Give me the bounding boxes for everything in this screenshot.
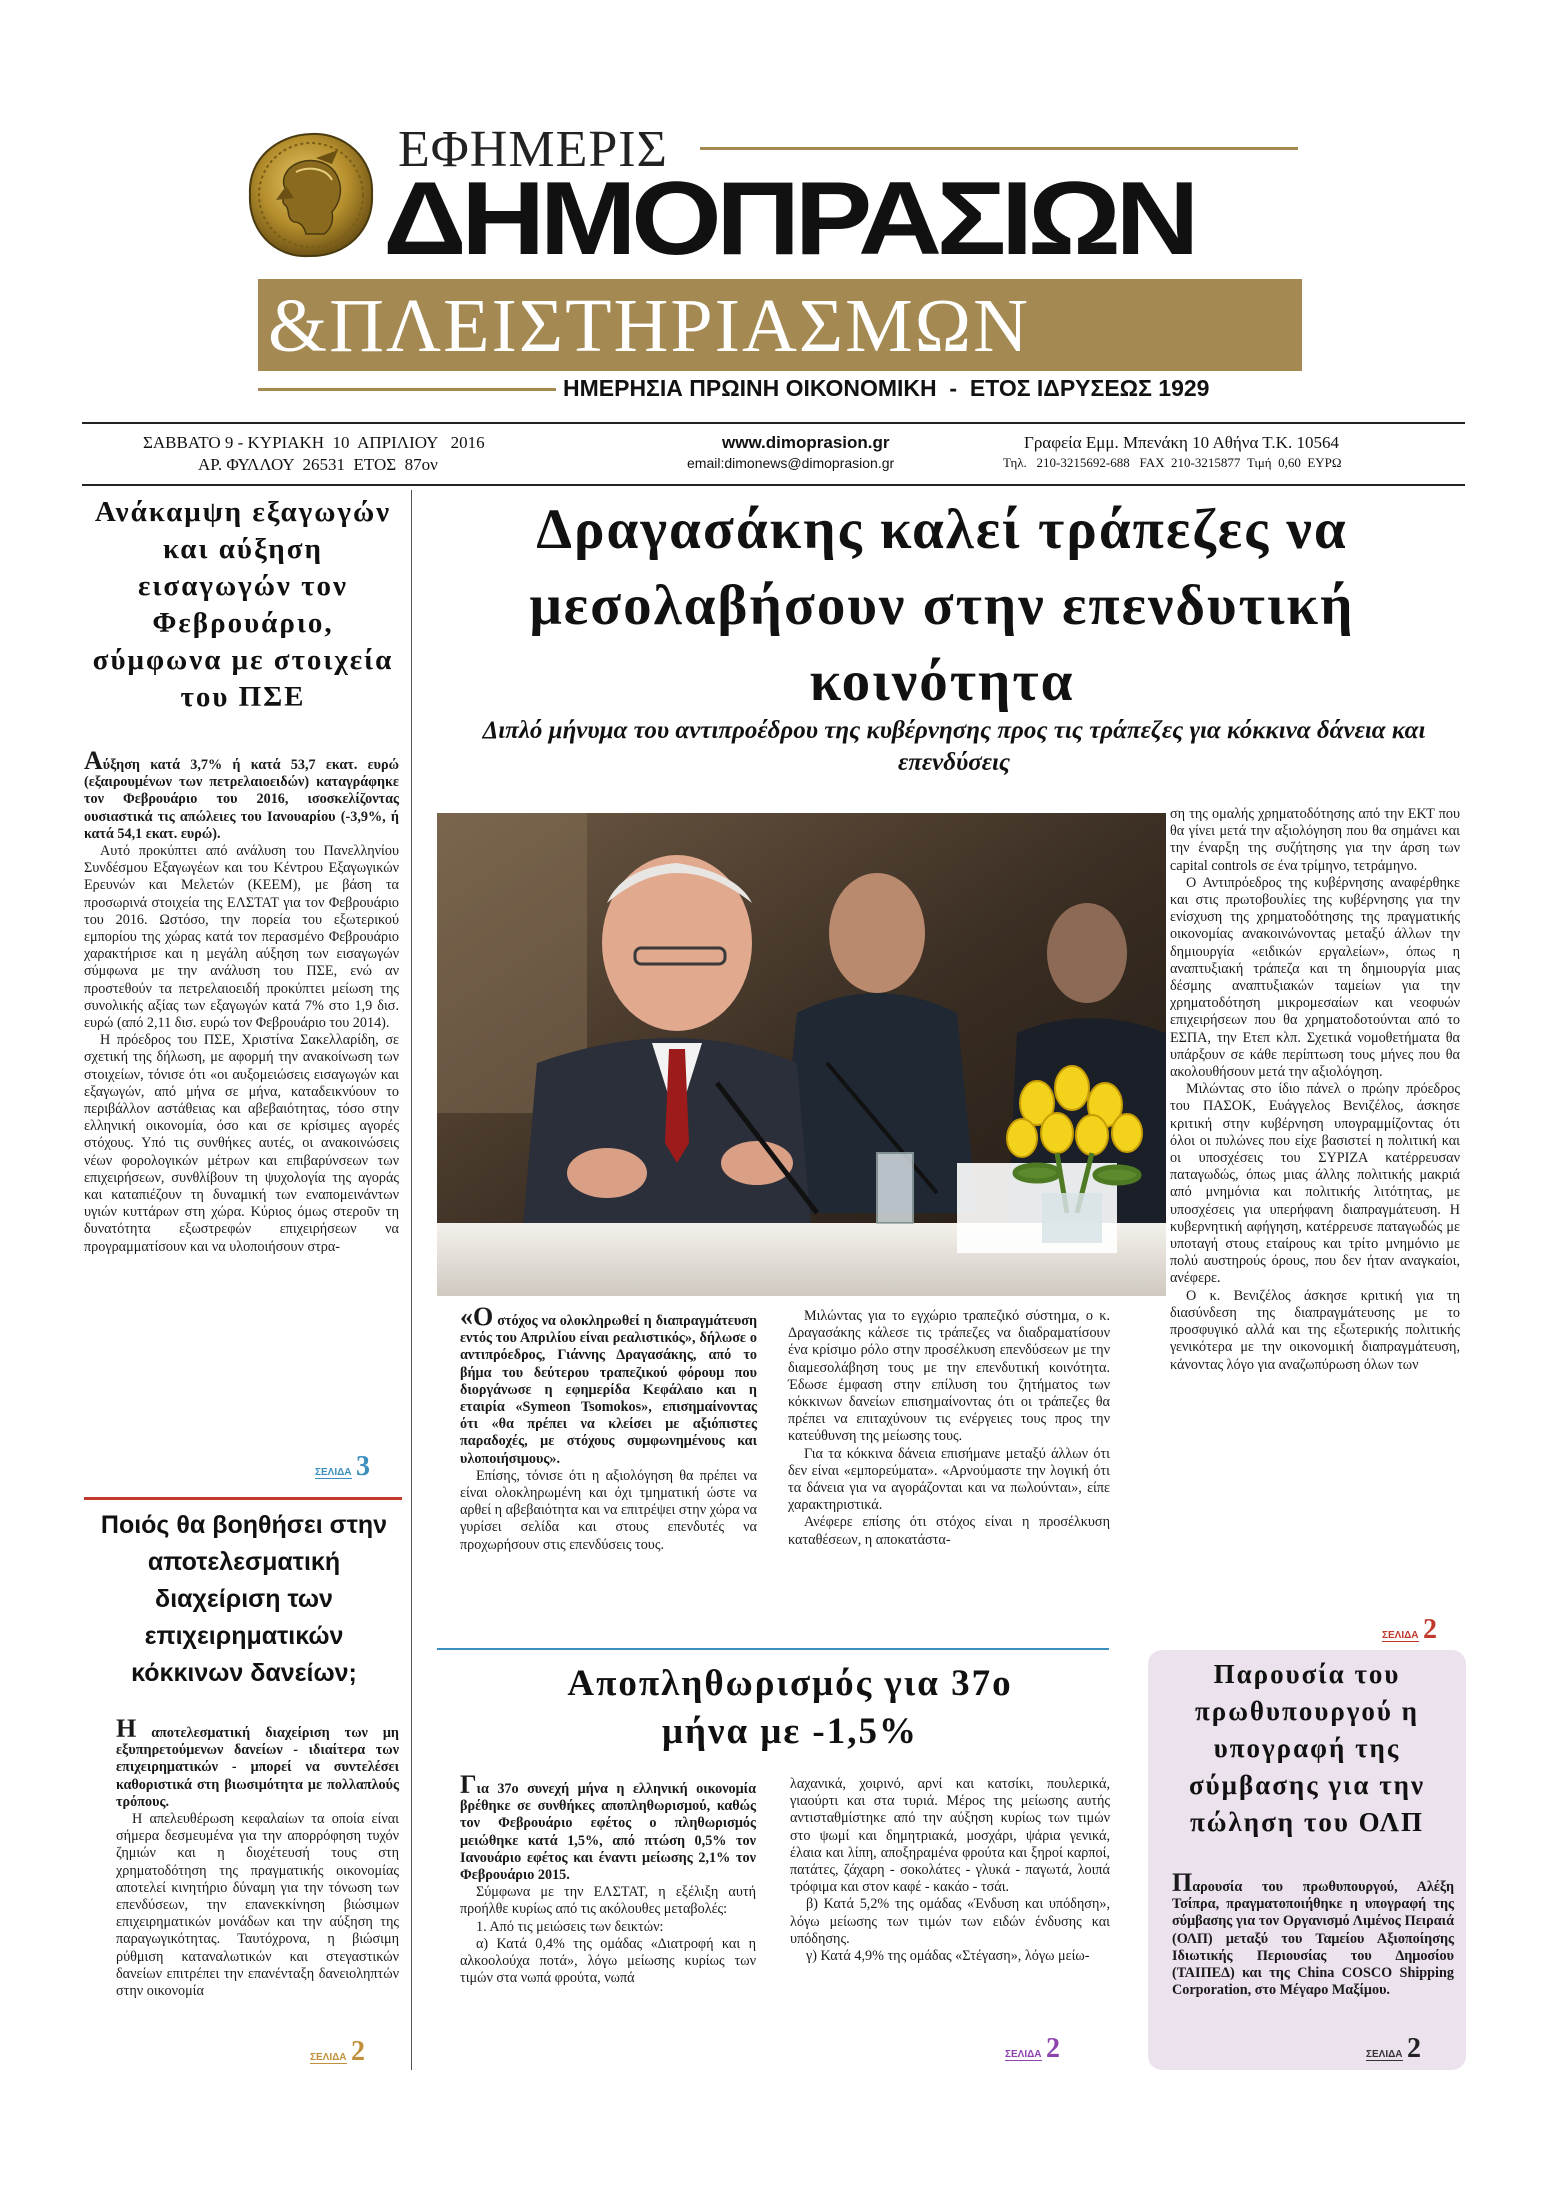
masthead-line1: ΕΦΗΜΕΡΙΣ — [398, 121, 668, 178]
issue-date: ΣΑΒΒΑΤΟ 9 - ΚΥΡΙΑΚΗ 10 ΑΠΡΙΛΙΟΥ 2016 — [143, 433, 485, 452]
main-lead: «Ο στόχος να ολοκληρωθεί η διαπραγμάτευση εντός του Απριλίου είναι ρεαλιστικός», δήλωσε ο αντιπρόεδρος, Γιάννης Δραγασάκης, από το βήμα του δεύτερου τραπεζικού φόρουμ που διοργάνωσε η εφημερίδα Κεφάλαιο και η εταιρία «Symeon Tsomokos», επισημαίνοντας ότι «θα πρέπει να κλείσει με αξιόπιστες παραδοχές, με στόχους συμφωνημένους και υλοποιήσιμους». — [460, 1302, 757, 1467]
bad-loans-article-title: Ποιός θα βοηθήσει στην αποτελεσματική διαχείριση των επιχειρηματικών κόκκινων δανείων; — [100, 1511, 388, 1687]
deflation-paragraph-2: 1. Από τις μειώσεις των δεικτών: — [476, 1918, 664, 1935]
office-phones: Τηλ. 210-3215692-688 FAX 210-3215877 Τιμή 0,60 ΕΥΡΩ — [1003, 455, 1342, 470]
main-subhead: Διπλό μήνυμα του αντιπροέδρου της κυβέρνησης προς τις τράπεζες για κόκκινα δάνεια και επενδύσεις — [482, 717, 1426, 776]
website-link[interactable]: www.dimoprasion.gr — [722, 433, 890, 452]
deflation-col1 — [460, 1770, 756, 1987]
masthead-tagline: ΗΜΕΡΗΣΙΑ ΠΡΩΙΝΗ ΟΙΚΟΝΟΜΙΚΗ - ΕΤΟΣ ΙΔΡΥΣΕΩΣ 1929 — [563, 375, 1210, 401]
main-col1-paragraph-1: Επίσης, τόνισε ότι η αξιολόγηση θα πρέπει να είναι ολοκληρωμένη και όχι τμηματική ώστε να αρθεί η αβεβαιότητα και να επιτρέψει στην χώρα να γυρίσει σελίδα και στους επενδυτές να προχωρήσουν στις επενδύσεις τους. — [460, 1467, 757, 1553]
email-link[interactable]: email:dimonews@dimoprasion.gr — [687, 455, 895, 471]
page-ref-number: 2 — [1422, 1614, 1437, 1645]
coin-logo — [246, 130, 376, 260]
infobar-bottom-rule — [82, 484, 1465, 486]
issue-number: ΑΡ. ΦΥΛΛΟΥ 26531 ΕΤΟΣ 87ον — [198, 455, 438, 474]
olp-article-body — [1172, 1868, 1454, 1999]
masthead-rule — [700, 147, 1298, 150]
masthead-line3: &ΠΛΕΙΣΤΗΡΙΑΣΜΩΝ — [268, 284, 1031, 368]
left-column-divider — [411, 490, 412, 2070]
deflation-col2-paragraph-1: λαχανικά, χοιρινό, αρνί και κατσίκι, πουλερικά, γιαούρτι και στα τυριά. Μέρος της μείωσης αυτής αντισταθμίστηκε από την αύξηση κυρίως των τιμών στο ψωμί και δημητριακά, μοσχάρι, ψάρια γενικά, έλαια και λίπη, αποξηραμένα φρούτα και ξηροί καρποί, πατάτες, ζάχαρη - σοκολάτες - γλυκά - παγωτά, λοιπά τρόφιμα και στον καφέ - κακάο - τσάι. — [790, 1776, 1110, 1896]
infobar-top-rule — [82, 422, 1465, 424]
deflation-page-ref[interactable] — [1005, 2033, 1060, 2065]
deflation-col2 — [790, 1776, 1110, 1965]
olp-lead: Παρουσία του πρωθυπουργού, Αλέξη Τσίπρα, πραγματοποιήθηκε η υπογραφή της σύμβασης για τον Οργανισμό Λιμένος Πειραιά (ΟΛΠ) μεταξύ του Ταμείου Αξιοποίησης Ιδιωτικής Περιουσίας του Δημοσίου (ΤΑΙΠΕΔ) και της China COSCO Shipping Corporation, στο Μέγαρο Μαξίμου. — [1172, 1868, 1454, 1999]
main-col3-paragraph-2: Ο Αντιπρόεδρος της κυβέρνησης αναφέρθηκε και στις πρωτοβουλίες της κυβέρνησης για την ενίσχυση της χρηματοδότησης της πραγματικής οικονομίας ανακοινώνοντας μεταξύ άλλων την δημιουργία «ειδικών εργαλείων», όπως η αναπτυξιακή τράπεζα και τη δημιουργία μιας δέσμης αναπτυξιακών ταμείων για την χρηματοδότηση μικρομεσαίων και νεοφυών επιχειρήσεων που θα χρηματοδοτούνται από το ΕΣΠΑ, την Ετεπ κλπ. Σχετικά νομοθετήματα θα υπάρξουν σε κάθε περίπτωση τους μήνες που θα ακολουθήσουν μετά την αξιολόγηση. — [1170, 874, 1460, 1081]
exports-article-body — [84, 746, 399, 1256]
olp-article-title: Παρουσία του πρωθυπουργού η υπογραφή της σύμβασης για την πώληση του ΟΛΠ — [1188, 1659, 1426, 1837]
deflation-paragraph-3: α) Κατά 0,4% της ομάδας «Διατροφή και η αλκοολούχα ποτά», λόγω μείωσης κυρίως των τιμών στα νωπά φρούτα, νωπά — [460, 1935, 756, 1987]
page-ref-number: 2 — [350, 2036, 365, 2067]
main-col2-paragraph-2: Για τα κόκκινα δάνεια επισήμανε μεταξύ άλλων ότι δεν είναι «εμπορεύματα». «Αρνούμαστε την λογική ότι τα δάνεια για να αγοράζονται και να πωλούνται», είπε χαρακτηριστικά. — [788, 1445, 1110, 1514]
deflation-lead: Για 37ο συνεχή μήνα η ελληνική οικονομία βρέθηκε σε συνθήκες αποπληθωρισμού, καθώς τον Φεβρουάριο εφέτος ο πληθωρισμός μειώθηκε κατά 1,5%, από πτώση 0,5% τον Ιανουάριο εφέτος και έναντι μείωσης 2,1% τον Φεβρουάριο 2015. — [460, 1770, 756, 1884]
main-col3-paragraph-1: ση της ομαλής χρηματοδότησης από την ΕΚΤ που θα γίνει μετά την αξιολόγηση που θα σημάνει και την έναρξη της συζήτησης για την άρση των capital controls σε ένα τρίμηνο, τετράμηνο. — [1170, 806, 1460, 874]
deflation-article-title: Αποπληθωρισμός για 37ο μήνα με -1,5% — [567, 1663, 1013, 1752]
main-headline: Δραγασάκης καλεί τράπεζες να μεσολαβήσουν στην επενδυτική κοινότητα — [529, 498, 1355, 713]
main-col3-paragraph-3: Μιλώντας στο ίδιο πάνελ ο πρώην πρόεδρος του ΠΑΣΟΚ, Ευάγγελος Βενιζέλος, άσκησε κριτική στην κυβέρνηση υπογραμμίζοντας ότι όλοι οι πυλώνες που είχε βασιστεί η πολιτική και οι υποσχέσεις του ΣΥΡΙΖΑ κατέρρευσαν παταγωδώς, όπως μιας άλλης πολιτικής μακριά από μνημόνια και πολιτικής λιτότητας, με υποσχέσεις για υπερήφανη διαπραγμάτευση. Η κυβερνητική αφήγηση, κατέρρευσε παταγωδώς με υποταγή στους εταίρους και τρίτο μνημόνιο με πολύ αυστηρούς όρους, που δεν ήταν αναγκαίοι, ανέφερε. — [1170, 1081, 1460, 1287]
main-col2-paragraph-1: Μιλώντας για το εγχώριο τραπεζικό σύστημα, ο κ. Δραγασάκης κάλεσε τις τράπεζες να διαδραματίσουν ένα κρίσιμο ρόλο στην προσέλκυση επενδύσεων με την διαμεσολάβηση τους με την επενδυτική κοινότητα. Έδωσε έμφαση στην επίλυση του ζητήματος των κόκκινων δανείων επισημαίνοντας ότι οι τράπεζες θα πρέπει να επιταχύνουν τις ενέργειες τους προς την κατεύθυνση της μείωσης τους. — [788, 1308, 1110, 1445]
exports-page-ref[interactable] — [315, 1451, 370, 1483]
office-address: Γραφεία Εμμ. Μπενάκη 10 Αθήνα Τ.Κ. 10564 — [1024, 433, 1339, 452]
page-ref-number: 2 — [1406, 2033, 1421, 2064]
exports-paragraph-2: Η πρόεδρος του ΠΣΕ, Χριστίνα Σακελλαρίδη, σε σχετική της δήλωση, με αφορμή την ανακοίνωση των στοιχείων, τόνισε ότι «οι αυξομειώσεις εισαγωγών και εξαγωγών, από μήνα σε μήνα, καταδεικνύουν το περιβάλλον αστάθειας και αβεβαιότητας, τόσο στην ελληνική οικονομία, όσο και σε κρίσιμες αγορές στόχους. Υπό τις συνθήκες αυτές, οι ανακοινώσεις νέων φορολογικών μέτρων και επιβαρύνσεων των επιχειρήσεων, συνθλίβουν τη ψυχολογία της αγοράς και καταπιέζουν τη δυναμική των εναπομεινάντων υγιών κυττάρων στη χώρα. Κύριος όμως στεροῦν τη δυνατότητα εξωστρεφών επιχειρήσεων να προγραμματίσουν και να υλοποιήσουν στρα- — [84, 1032, 399, 1255]
section-rule-red — [84, 1497, 402, 1500]
deflation-paragraph-1: Σύμφωνα με την ΕΛΣΤΑΤ, η εξέλιξη αυτή προήλθε κυρίως από τις ακόλουθες μεταβολές: — [460, 1884, 756, 1918]
tagline-rule — [258, 388, 556, 391]
page-ref-label: ΣΕΛΙΔΑ — [315, 1467, 352, 1478]
main-page-ref[interactable] — [1382, 1614, 1437, 1646]
page-ref-label: ΣΕΛΙΔΑ — [1005, 2049, 1042, 2060]
main-col3-paragraph-4: Ο κ. Βενιζέλος άσκησε κριτική για τη διασύνδεση της διαπραγμάτευσης με το προσφυγικό αλλά και της εξωτερικής πολιτικής γενικότερα με την οικονομική διαπραγμάτευση, κάνοντας λόγο για αναζωπύρωση όλων των — [1170, 1287, 1460, 1373]
bad-loans-paragraph-1: Η απελευθέρωση κεφαλαίων τα οποία είναι σήμερα δεσμευμένα για την απορρόφηση τυχόν ζημιών και η διοχέτευσή τους στη χρηματοδότηση της πραγματικής οικονομίας αποτελεί κινητήριο δύναμη για την τόνωση των επενδύσεων, την επανεκκίνηση βιώσιμων επιχειρηματικών μονάδων και την αύξηση της παραγωγικότητας. Ταυτόχρονα, η βιώσιμη ρύθμιση καταναλωτικών και στεγαστικών δανείων επιτρέπει την επανένταξη δανειοληπτών στην οικονομία — [116, 1811, 399, 2000]
page-ref-label: ΣΕΛΙΔΑ — [1382, 1630, 1419, 1641]
exports-article-title: Ανάκαμψη εξαγωγών και αύξηση εισαγωγών τον Φεβρουάριο, σύμφωνα με στοιχεία του ΠΣΕ — [92, 496, 394, 713]
olp-page-ref[interactable] — [1366, 2033, 1421, 2065]
olp-box — [1148, 1650, 1466, 2070]
main-article-col3 — [1170, 806, 1460, 1374]
main-article-bottom-rule — [437, 1648, 1109, 1650]
page-ref-number: 3 — [355, 1451, 370, 1482]
page-ref-number: 2 — [1045, 2033, 1060, 2064]
bad-loans-article-body — [116, 1714, 399, 2000]
bad-loans-page-ref[interactable] — [310, 2036, 365, 2068]
exports-paragraph-1: Αυτό προκύπτει από ανάλυση του Πανελληνίου Συνδέσμου Εξαγωγέων και του Κέντρου Εξαγωγικών Ερευνών και Μελετών (ΚΕΕΜ), με βάση τα προσωρινά στοιχεία της ΕΛΣΤΑΤ για τον Φεβρουάριο του 2016. Ωστόσο, την πορεία του εξωτερικού εμπορίου της χώρας κατά τον περασμένο Φεβρουάριο χαρακτήρισε και η μεγάλη αύξηση των εισαγωγών σύμφωνα με την ανάλυση του ΠΣΕ, ενώ αν προστεθούν τα πετρελαιοειδή προκύπτει μείωση της συνολικής αξίας των εξαγωγών κατά 7% στο 1,9 δισ. ευρώ (από 2,11 δισ. ευρώ τον Φεβρουάριο του 2014). — [84, 843, 399, 1032]
deflation-col2-paragraph-3: γ) Κατά 4,9% της ομάδας «Στέγαση», λόγω μείω- — [806, 1948, 1090, 1965]
main-article-col2 — [788, 1308, 1110, 1549]
main-col2-paragraph-3: Ανέφερε επίσης ότι στόχος είναι η προσέλκυση καταθέσεων, η αποκατάστα- — [788, 1514, 1110, 1548]
main-photo — [437, 813, 1166, 1296]
page-ref-label: ΣΕΛΙΔΑ — [310, 2052, 347, 2063]
main-article-col1 — [460, 1302, 757, 1554]
masthead-line2: ΔΗΜΟΠΡΑΣΙΩΝ — [383, 161, 1194, 277]
bad-loans-lead: Η αποτελεσματική διαχείριση των μη εξυπηρετούμενων δανείων - ιδιαίτερα των επιχειρηματικών - μπορεί να συντελέσει καθοριστικά στη βιωσιμότητα με πολλαπλούς τρόπους. — [116, 1714, 399, 1810]
deflation-col2-paragraph-2: β) Κατά 5,2% της ομάδας «Ένδυση και υπόδηση», λόγω μείωσης των τιμών των ειδών ένδυσης και υπόδησης. — [790, 1896, 1110, 1947]
page-ref-label: ΣΕΛΙΔΑ — [1366, 2049, 1403, 2060]
masthead — [0, 0, 1545, 420]
exports-lead: Αύξηση κατά 3,7% ή κατά 53,7 εκατ. ευρώ (εξαιρουμένων των πετρελαιοειδών) καταγράφηκε τον Φεβρουάριο του 2016, ισοσκελίζοντας ουσιαστικά τις απώλειες του Ιανουαρίου (-3,9%, ή κατά 54,1 εκατ. ευρώ). — [84, 746, 399, 842]
